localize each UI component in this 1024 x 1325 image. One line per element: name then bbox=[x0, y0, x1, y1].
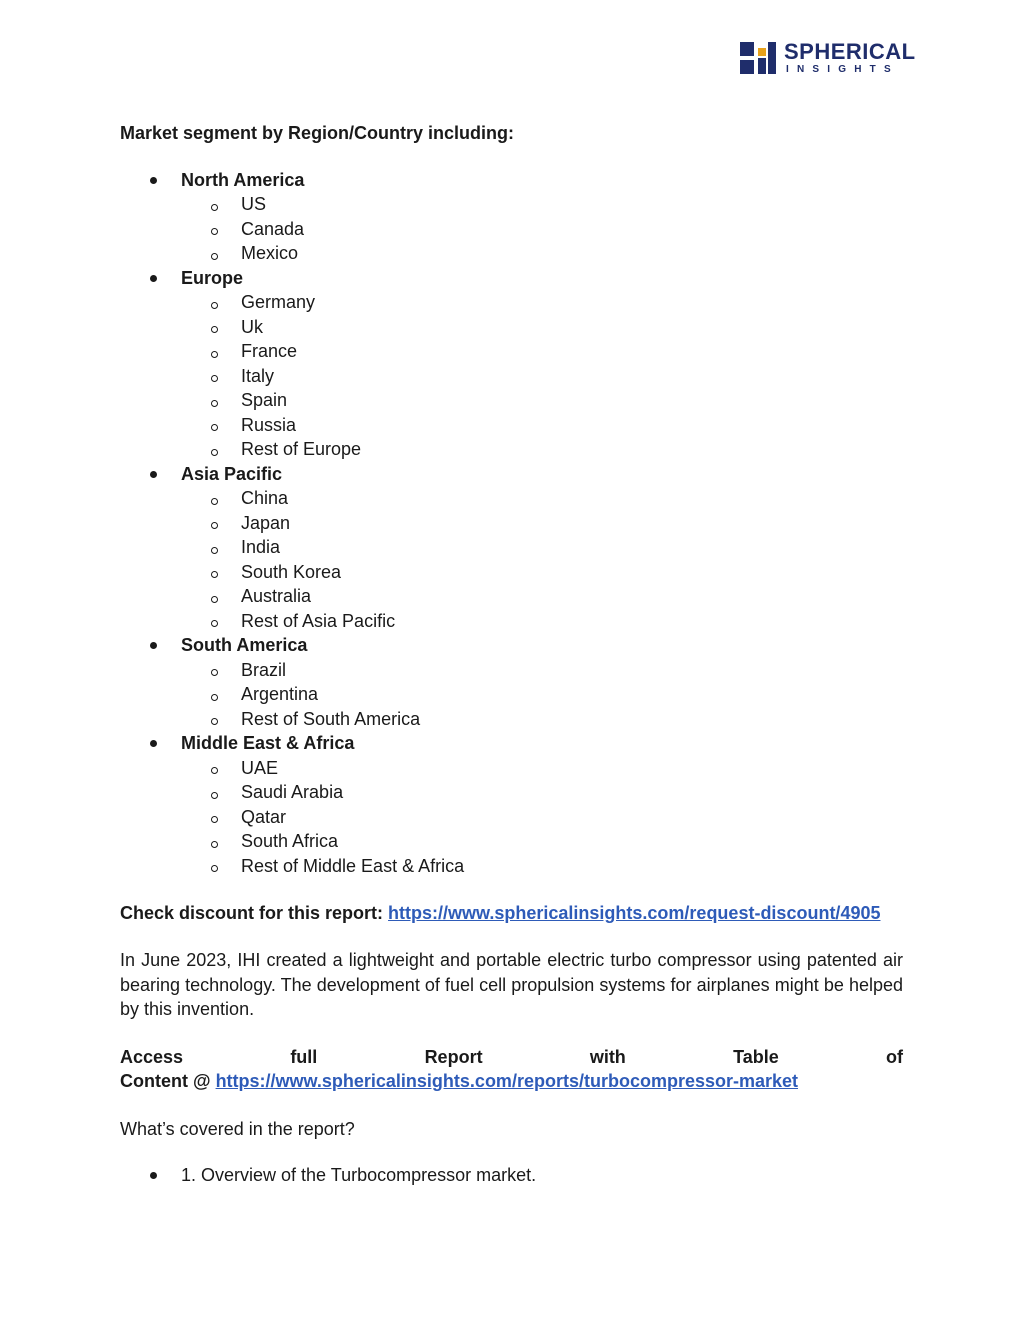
region-label: North America bbox=[181, 169, 305, 190]
discount-label: Check discount for this report: bbox=[120, 902, 384, 923]
discount-line bbox=[120, 901, 903, 926]
country-label: Qatar bbox=[241, 806, 287, 827]
news-paragraph: In June 2023, IHI created a lightweight and portable electric turbo compressor using patented air bearing technology. The development of fuel cell propulsion systems for airplanes might be helped by this invention. bbox=[120, 950, 903, 1019]
circle-bullet-icon bbox=[211, 620, 218, 627]
region-label: Asia Pacific bbox=[181, 463, 283, 484]
covered-item bbox=[120, 1163, 903, 1188]
region-item bbox=[120, 462, 903, 634]
country-item bbox=[120, 585, 903, 610]
country-label: South Korea bbox=[241, 561, 342, 582]
circle-bullet-icon bbox=[211, 424, 218, 431]
circle-bullet-icon bbox=[211, 228, 218, 235]
bullet-icon bbox=[150, 471, 157, 478]
country-label: Brazil bbox=[241, 659, 287, 680]
circle-bullet-icon bbox=[211, 498, 218, 505]
region-row bbox=[120, 732, 903, 757]
bullet-icon bbox=[150, 740, 157, 747]
region-label: South America bbox=[181, 635, 308, 656]
country-item bbox=[120, 609, 903, 634]
region-label: Europe bbox=[181, 267, 244, 288]
region-row bbox=[120, 168, 903, 193]
country-item bbox=[120, 658, 903, 683]
country-item bbox=[120, 854, 903, 879]
access-content-label: Content @ bbox=[120, 1071, 211, 1091]
country-item bbox=[120, 193, 903, 218]
circle-bullet-icon bbox=[211, 865, 218, 872]
logo-word: SPHERICAL bbox=[784, 39, 916, 64]
access-word: Report bbox=[424, 1046, 483, 1067]
circle-bullet-icon bbox=[211, 375, 218, 382]
region-label: Middle East & Africa bbox=[181, 733, 355, 754]
circle-bullet-icon bbox=[211, 326, 218, 333]
country-list bbox=[120, 487, 903, 634]
access-word: of bbox=[886, 1046, 903, 1067]
country-label: Rest of Asia Pacific bbox=[241, 610, 396, 631]
country-label: US bbox=[241, 194, 267, 215]
country-label: UAE bbox=[241, 757, 279, 778]
access-word: with bbox=[589, 1046, 626, 1067]
country-label: South Africa bbox=[241, 831, 339, 852]
access-word: Access bbox=[120, 1046, 184, 1067]
access-block bbox=[120, 1045, 903, 1094]
country-label: Russia bbox=[241, 414, 297, 435]
access-line bbox=[120, 1045, 903, 1070]
country-item bbox=[120, 291, 903, 316]
country-item bbox=[120, 438, 903, 463]
country-item bbox=[120, 560, 903, 585]
country-label: Rest of Middle East & Africa bbox=[241, 855, 465, 876]
country-item bbox=[120, 781, 903, 806]
country-label: Japan bbox=[241, 512, 291, 533]
access-word: Table bbox=[733, 1046, 779, 1067]
circle-bullet-icon bbox=[211, 694, 218, 701]
country-item bbox=[120, 487, 903, 512]
country-label: Australia bbox=[241, 586, 312, 607]
document-body bbox=[120, 120, 903, 1188]
country-item bbox=[120, 413, 903, 438]
country-item bbox=[120, 340, 903, 365]
country-item bbox=[120, 242, 903, 267]
country-list bbox=[120, 756, 903, 879]
country-item bbox=[120, 217, 903, 242]
country-label: Saudi Arabia bbox=[241, 782, 344, 803]
covered-heading: What’s covered in the report? bbox=[120, 1118, 355, 1139]
circle-bullet-icon bbox=[211, 400, 218, 407]
country-list bbox=[120, 291, 903, 463]
country-item bbox=[120, 536, 903, 561]
country-list bbox=[120, 193, 903, 267]
region-row bbox=[120, 462, 903, 487]
report-link[interactable]: https://www.sphericalinsights.com/reports/turbocompressor-market bbox=[215, 1071, 799, 1091]
country-item bbox=[120, 683, 903, 708]
circle-bullet-icon bbox=[211, 302, 218, 309]
region-item bbox=[120, 266, 903, 462]
country-label: Mexico bbox=[241, 243, 299, 264]
circle-bullet-icon bbox=[211, 669, 218, 676]
country-label: Rest of Europe bbox=[241, 439, 362, 460]
logo-mark-icon bbox=[740, 42, 778, 74]
access-line-2 bbox=[120, 1069, 903, 1094]
access-word: full bbox=[290, 1046, 318, 1067]
region-row bbox=[120, 634, 903, 659]
country-label: France bbox=[241, 341, 298, 362]
circle-bullet-icon bbox=[211, 792, 218, 799]
covered-list bbox=[120, 1163, 903, 1188]
bullet-icon bbox=[150, 1172, 157, 1179]
circle-bullet-icon bbox=[211, 449, 218, 456]
circle-bullet-icon bbox=[211, 204, 218, 211]
spherical-insights-logo bbox=[740, 39, 916, 76]
country-label: Argentina bbox=[241, 684, 319, 705]
covered-item-label: 1. Overview of the Turbocompressor market. bbox=[181, 1164, 537, 1185]
circle-bullet-icon bbox=[211, 816, 218, 823]
circle-bullet-icon bbox=[211, 718, 218, 725]
circle-bullet-icon bbox=[211, 571, 218, 578]
country-label: Germany bbox=[241, 292, 316, 313]
country-list bbox=[120, 658, 903, 732]
bullet-icon bbox=[150, 642, 157, 649]
circle-bullet-icon bbox=[211, 522, 218, 529]
circle-bullet-icon bbox=[211, 351, 218, 358]
country-item bbox=[120, 315, 903, 340]
region-item bbox=[120, 634, 903, 732]
circle-bullet-icon bbox=[211, 253, 218, 260]
circle-bullet-icon bbox=[211, 767, 218, 774]
country-item bbox=[120, 830, 903, 855]
circle-bullet-icon bbox=[211, 547, 218, 554]
bullet-icon bbox=[150, 177, 157, 184]
discount-link[interactable]: https://www.sphericalinsights.com/request-discount/4905 bbox=[388, 902, 881, 923]
country-label: Italy bbox=[241, 365, 275, 386]
country-label: China bbox=[241, 488, 289, 509]
region-item bbox=[120, 168, 903, 266]
country-label: India bbox=[241, 537, 281, 558]
region-item bbox=[120, 732, 903, 879]
country-item bbox=[120, 805, 903, 830]
circle-bullet-icon bbox=[211, 841, 218, 848]
country-item bbox=[120, 756, 903, 781]
country-item bbox=[120, 364, 903, 389]
circle-bullet-icon bbox=[211, 596, 218, 603]
country-label: Spain bbox=[241, 390, 288, 411]
country-label: Canada bbox=[241, 218, 305, 239]
country-item bbox=[120, 389, 903, 414]
region-row bbox=[120, 266, 903, 291]
bullet-icon bbox=[150, 275, 157, 282]
country-label: Rest of South America bbox=[241, 708, 421, 729]
region-list bbox=[120, 168, 903, 879]
section-heading: Market segment by Region/Country including: bbox=[120, 123, 515, 143]
logo-sub: INSIGHTS bbox=[786, 64, 899, 75]
country-item bbox=[120, 707, 903, 732]
country-label: Uk bbox=[241, 316, 263, 337]
country-item bbox=[120, 511, 903, 536]
